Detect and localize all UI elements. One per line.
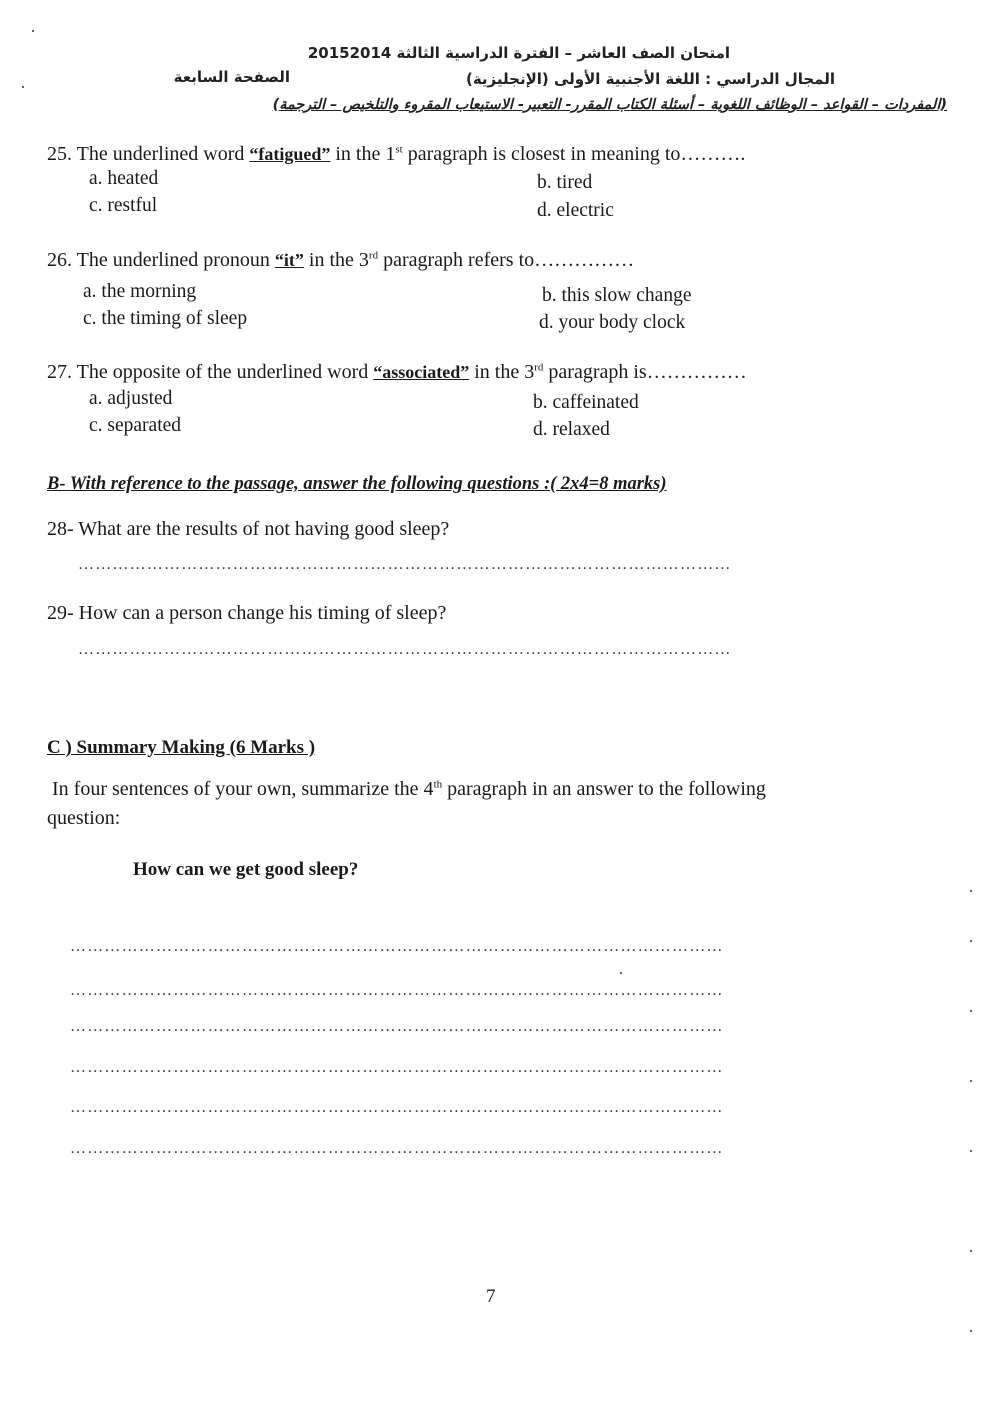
option-a: a. adjusted	[89, 388, 173, 409]
option-c: c. restful	[89, 195, 158, 216]
summary-instruction	[52, 778, 766, 801]
answer-line[interactable]: ……………………………………………………………………………………………………	[70, 1059, 724, 1076]
option-d: d. relaxed	[533, 419, 610, 440]
option-b: b. tired	[537, 172, 593, 193]
underlined-word: “it”	[274, 250, 304, 270]
instruction-text: In four sentences of your own, summarize the 4	[52, 778, 434, 800]
option-b: b. this slow change	[542, 285, 692, 306]
scan-speck	[620, 972, 622, 974]
scan-speck	[22, 86, 24, 88]
answer-line[interactable]: ……………………………………………………………………………………………………	[78, 556, 732, 573]
question-25	[47, 143, 745, 166]
summary-question: How can we get good sleep?	[133, 859, 359, 880]
ordinal-suffix: th	[433, 778, 443, 791]
question-29: 29- How can a person change his timing of sleep?	[47, 602, 447, 624]
question-27	[47, 361, 747, 384]
topics-line: (المفردات – القواعد – الوظائف اللغوية – أسئلة الكتاب المقرر- التعبير- الاستيعاب المقروء والتلخيص – الترجمة)	[272, 97, 947, 113]
option-a: a. the morning	[83, 281, 197, 302]
scan-speck	[970, 940, 972, 942]
question-26	[47, 249, 634, 272]
underlined-word: “fatigued”	[249, 144, 331, 164]
answer-line[interactable]: ……………………………………………………………………………………………………	[70, 938, 724, 955]
question-text: The opposite of the underlined word	[76, 361, 374, 383]
scan-speck	[970, 1010, 972, 1012]
question-text: in the 1	[330, 143, 396, 165]
question-text: in the 3	[469, 361, 535, 383]
question-text: paragraph is……………	[543, 361, 747, 383]
scan-speck	[970, 1080, 972, 1082]
scan-speck	[970, 1330, 972, 1332]
summary-instruction-cont: question:	[47, 807, 121, 829]
scan-speck	[32, 30, 34, 32]
question-text: The underlined pronoun	[76, 249, 275, 271]
answer-line[interactable]: ……………………………………………………………………………………………………	[70, 982, 724, 999]
section-b-title: B- With reference to the passage, answer the following questions :( 2x4=8 marks)	[47, 474, 667, 494]
question-text: paragraph is closest in meaning to……….	[402, 143, 746, 165]
option-c: c. the timing of sleep	[83, 308, 248, 329]
question-number: 27.	[47, 361, 72, 383]
option-c: c. separated	[89, 415, 182, 436]
scan-speck	[970, 1150, 972, 1152]
answer-line[interactable]: ……………………………………………………………………………………………………	[70, 1140, 724, 1157]
scan-speck	[970, 1250, 972, 1252]
option-d: d. your body clock	[539, 312, 686, 333]
page-number: 7	[486, 1286, 496, 1307]
question-number: 25.	[47, 143, 72, 165]
answer-line[interactable]: ……………………………………………………………………………………………………	[70, 1099, 724, 1116]
question-text: paragraph refers to……………	[378, 249, 635, 271]
ordinal-suffix: st	[395, 143, 403, 156]
question-number: 26.	[47, 249, 72, 271]
exam-title: امتحان الصف العاشر – الفترة الدراسية الثالثة 20152014	[307, 44, 730, 62]
answer-line[interactable]: ……………………………………………………………………………………………………	[78, 641, 732, 658]
underlined-word: “associated”	[373, 362, 470, 382]
scan-speck	[970, 890, 972, 892]
option-d: d. electric	[537, 200, 614, 221]
question-text: in the 3	[303, 249, 369, 271]
ordinal-suffix: rd	[368, 249, 379, 262]
option-a: a. heated	[89, 168, 159, 189]
answer-line[interactable]: ……………………………………………………………………………………………………	[70, 1018, 724, 1035]
section-c-title: C ) Summary Making (6 Marks )	[47, 737, 316, 758]
question-28: 28- What are the results of not having good sleep?	[47, 518, 450, 540]
question-text: The underlined word	[76, 143, 250, 165]
option-b: b. caffeinated	[533, 392, 639, 413]
instruction-text: paragraph in an answer to the following	[442, 778, 766, 800]
subject-line: المجال الدراسي : اللغة الأجنبية الأولى (الإنجليزية)	[465, 70, 835, 88]
page-label: الصفحة السابعة	[173, 68, 290, 86]
ordinal-suffix: rd	[534, 361, 544, 374]
